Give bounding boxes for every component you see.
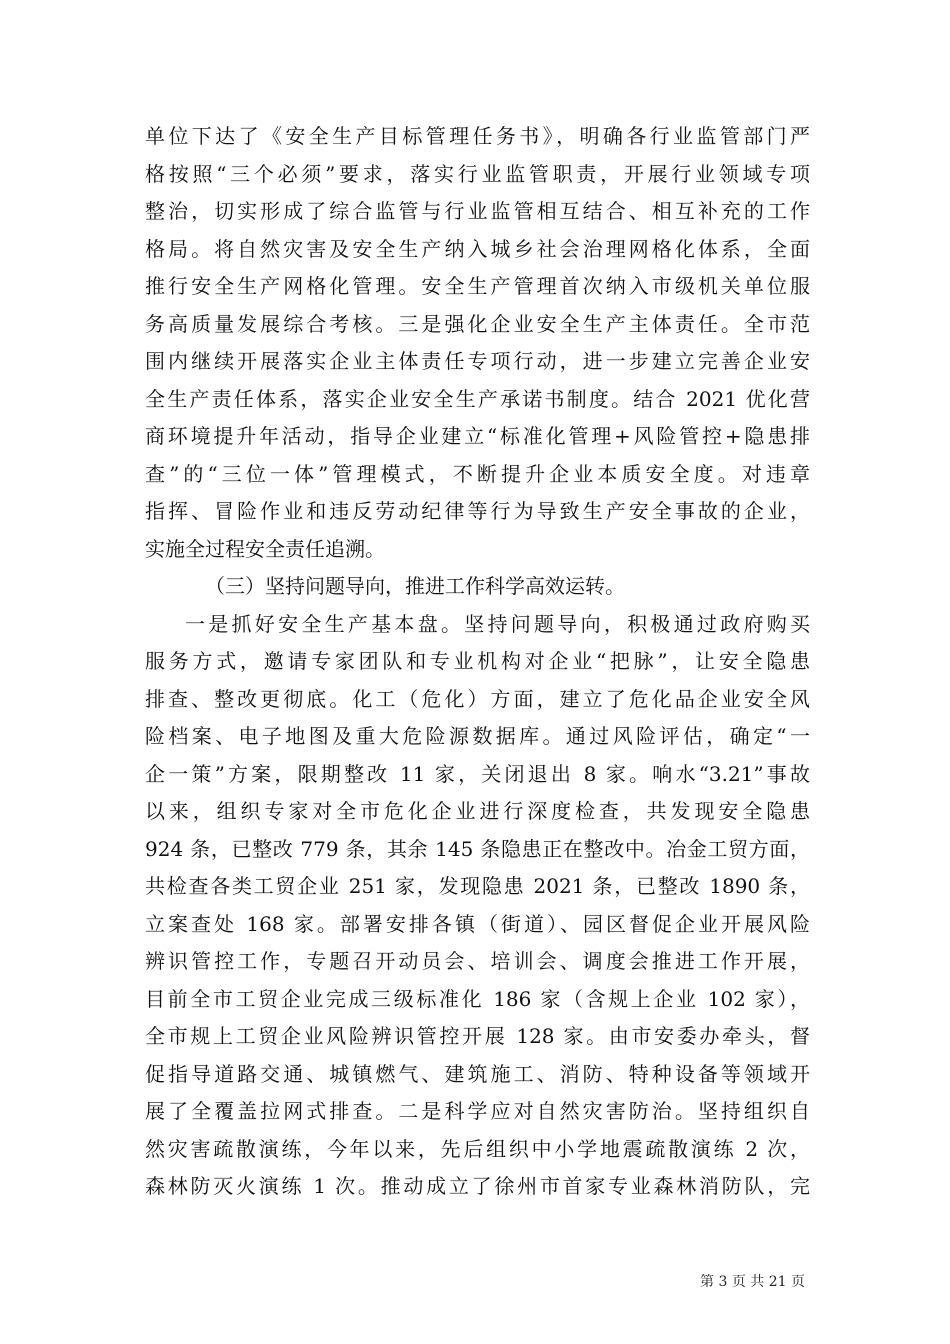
text-line: 排查、整改更彻底。化工（危化）方面，建立了危化品企业安全风 <box>145 686 810 711</box>
text-line: 全市规上工贸企业风险辨识管控开展 128 家。由市安委办牵头，督 <box>145 1024 810 1048</box>
text-line: 格按照“三个必须”要求，落实行业监管职责，开展行业领域专项 <box>145 161 810 186</box>
page-number: 第 3 页 共 21 页 <box>700 1274 805 1290</box>
text-line: 整治，切实形成了综合监管与行业监管相互结合、相互补充的工作 <box>145 199 810 223</box>
text-line: 推行安全生产网格化管理。安全生产管理首次纳入市级机关单位服 <box>145 274 810 298</box>
text-line: 辨识管控工作，专题召开动员会、培训会、调度会推进工作开展， <box>145 949 810 973</box>
text-line: 单位下达了《安全生产目标管理任务书》，明确各行业监管部门严 <box>145 124 810 148</box>
text-line: 指挥、冒险作业和违反劳动纪律等行为导致生产安全事故的企业， <box>145 499 810 523</box>
text-line: 险档案、电子地图及重大危险源数据库。通过风险评估，确定“一 <box>145 724 810 748</box>
text-line: 目前全市工贸企业完成三级标准化 186 家（含规上企业 102 家）， <box>145 986 810 1011</box>
text-line: 924 条，已整改 779 条，其余 145 条隐患正在整改中。冶金工贸方面， <box>145 836 810 861</box>
section-heading: （三）坚持问题导向，推进工作科学高效运转。 <box>205 574 625 598</box>
text-line: 企一策”方案，限期整改 11 家，关闭退出 8 家。响水“3.21”事故 <box>145 761 810 786</box>
text-line: 然灾害疏散演练，今年以来，先后组织中小学地震疏散演练 2 次， <box>145 1136 810 1161</box>
text-line: 共检查各类工贸企业 251 家，发现隐患 2021 条，已整改 1890 条， <box>145 874 810 898</box>
text-line: 围内继续开展落实企业主体责任专项行动，进一步建立完善企业安 <box>145 349 810 373</box>
text-line: 以来，组织专家对全市危化企业进行深度检查，共发现安全隐患 <box>145 799 810 823</box>
text-line: 促指导道路交通、城镇燃气、建筑施工、消防、特种设备等领域开 <box>145 1061 810 1086</box>
text-line: 一是抓好安全生产基本盘。坚持问题导向，积极通过政府购买 <box>185 611 810 636</box>
text-line: 格局。将自然灾害及安全生产纳入城乡社会治理网格化体系，全面 <box>145 236 810 261</box>
text-line: 查”的“三位一体”管理模式，不断提升企业本质安全度。对违章 <box>145 461 810 486</box>
text-line: 务高质量发展综合考核。三是强化企业安全生产主体责任。全市范 <box>145 311 810 336</box>
body-text <box>145 118 810 1206</box>
text-line: 服务方式，邀请专家团队和专业机构对企业“把脉”，让安全隐患 <box>145 649 810 673</box>
text-line: 立案查处 168 家。部署安排各镇（街道）、园区督促企业开展风险 <box>145 911 810 936</box>
text-line: 商环境提升年活动，指导企业建立“标准化管理+风险管控+隐患排 <box>145 424 810 448</box>
text-line: 实施全过程安全责任追溯。 <box>145 536 385 561</box>
text-line: 森林防灭火演练 1 次。推动成立了徐州市首家专业森林消防队，完 <box>145 1174 810 1198</box>
text-line: 全生产责任体系，落实企业安全生产承诺书制度。结合 2021 优化营 <box>145 386 810 411</box>
text-line: 展了全覆盖拉网式排查。二是科学应对自然灾害防治。坚持组织自 <box>145 1099 810 1123</box>
